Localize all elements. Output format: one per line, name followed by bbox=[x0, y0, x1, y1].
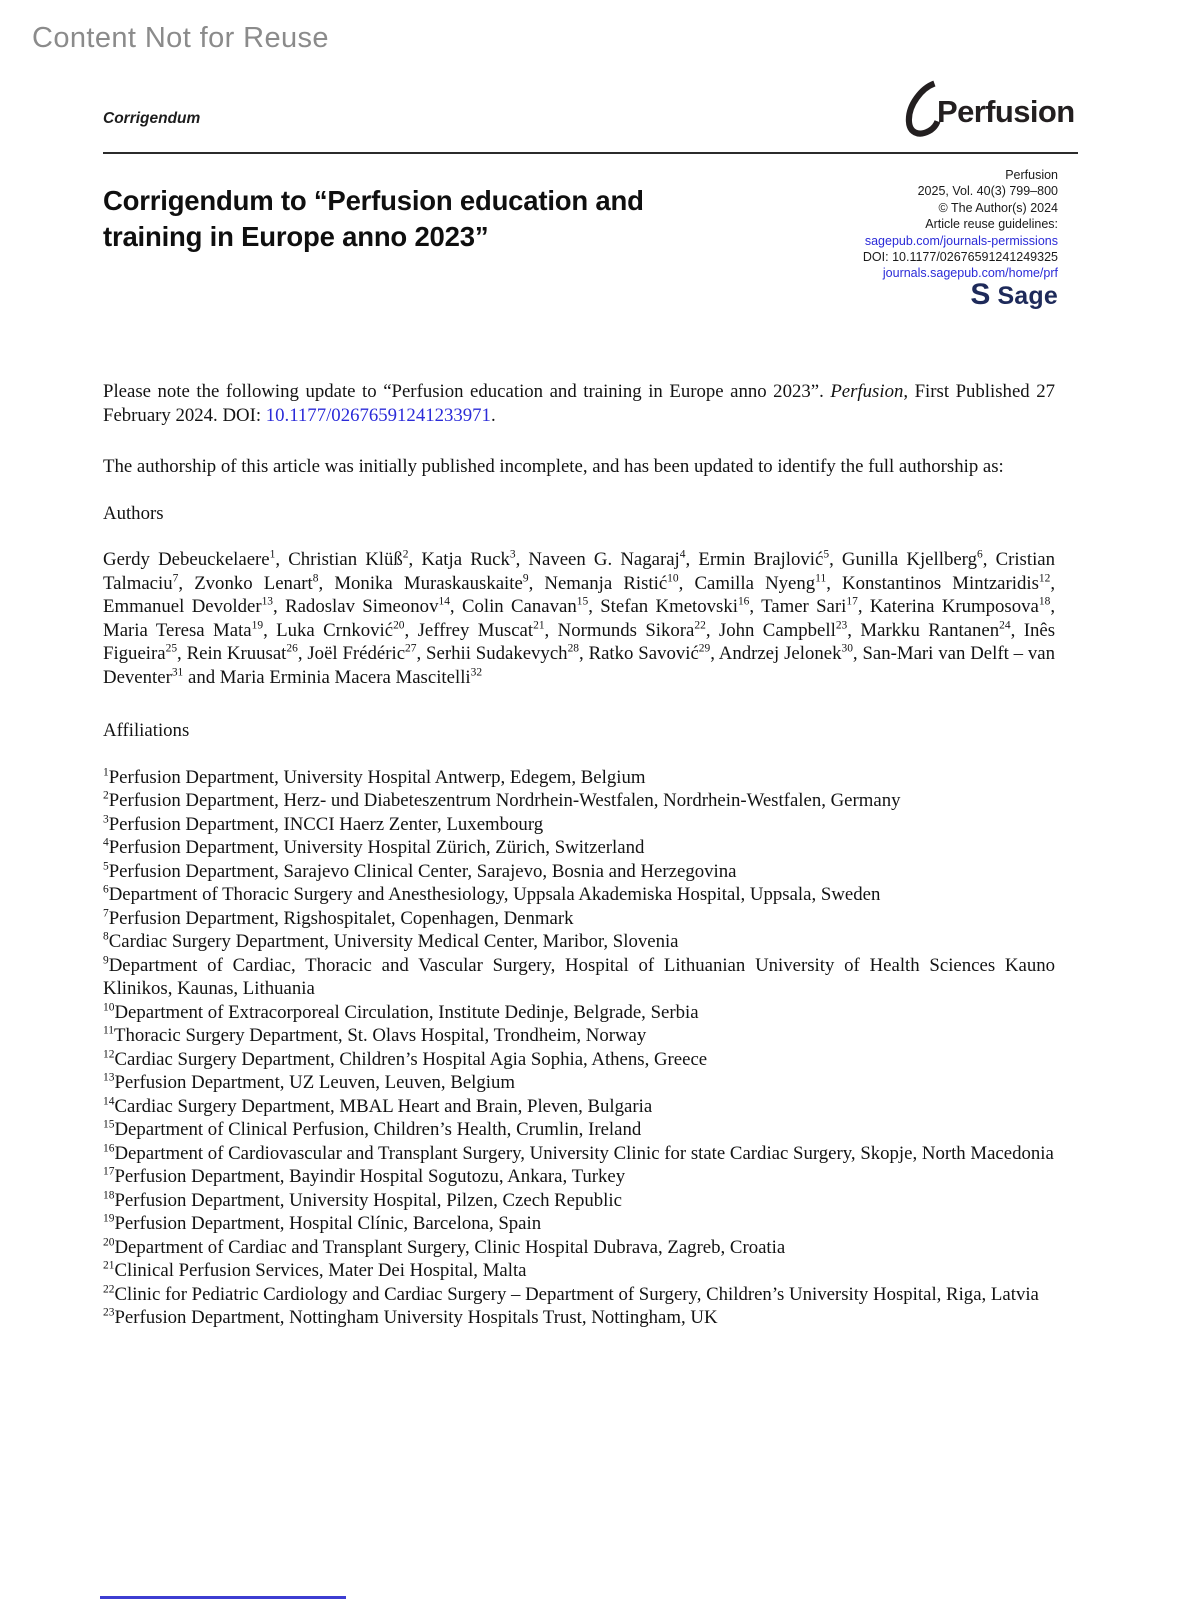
sage-logo bbox=[863, 277, 1058, 311]
article-title-line1: Corrigendum to “Perfusion education and bbox=[103, 185, 644, 216]
affiliation-item: $^7$Perfusion Department, Rigshospitalet, Copenhagen, Denmark bbox=[103, 907, 574, 929]
journal-logo bbox=[901, 80, 1075, 143]
authors-list: Gerdy Debeuckelaere$^1$, Christian Klüß$^2$, Katja Ruck$^3$, Naveen G. Nagaraj$^4$, Ermin Brajlović$^5$, Gunilla Kjellberg$^6$, Cristian Talmaciu$^7$, Zvonko Lenart$^8$, Monika Muraskauskaite$^9$, Nemanja Ristić$^{10}$, Camilla Nyeng$^{11}$, Konstantinos Mintzaridis$^{12}$, Emmanuel Devolder$^{13}$, Radoslav Simeonov$^{14}$, Colin Canavan$^{15}$, Stefan Kmetovski$^{16}$, Tamer Sari$^{17}$, Katerina Krumposova$^{18}$, Maria Teresa Mata$^{19}$, Luka Crnković$^{20}$, Jeffrey Muscat$^{21}$, Normunds Sikora$^{22}$, John Campbell$^{23}$, Markku Rantanen$^{24}$, Inês Figueira$^{25}$, Rein Kruusat$^{26}$, Joël Frédéric$^{27}$, Serhii Sudakevych$^{28}$, Ratko Savović$^{29}$, Andrzej Jelonek$^{30}$, San-Mari van Delft – van Deventer$^{31}$ and Maria Erminia Macera Mascitelli$^{32}$ bbox=[103, 548, 1056, 688]
affiliation-item: $^{11}$Thoracic Surgery Department, St. Olavs Hospital, Trondheim, Norway bbox=[103, 1024, 647, 1046]
affiliation-item: $^6$Department of Thoracic Surgery and Anesthesiology, Uppsala Akademiska Hospital, Uppsala, Sweden bbox=[103, 883, 881, 905]
affiliation-item: $^{18}$Perfusion Department, University Hospital, Pilzen, Czech Republic bbox=[103, 1189, 622, 1211]
journal-logo-text: Perfusion bbox=[937, 93, 1075, 129]
permissions-link[interactable]: sagepub.com/journals-permissions bbox=[864, 233, 1058, 248]
journal-name-italic: Perfusion bbox=[830, 381, 904, 402]
affiliation-item: $^{10}$Department of Extracorporeal Circulation, Institute Dedinje, Belgrade, Serbia bbox=[103, 1001, 699, 1023]
affiliation-item: $^5$Perfusion Department, Sarajevo Clinical Center, Sarajevo, Bosnia and Herzegovina bbox=[103, 860, 737, 882]
affiliations-heading: Affiliations bbox=[103, 720, 190, 741]
affiliation-item: $^{22}$Clinic for Pediatric Cardiology and Cardiac Surgery – Department of Surgery, Children’s University Hospital, Riga, Latvia bbox=[103, 1283, 1039, 1305]
meta-copyright: © The Author(s) 2024 bbox=[938, 200, 1058, 215]
affiliation-item: $^3$Perfusion Department, INCCI Haerz Zenter, Luxembourg bbox=[103, 813, 544, 835]
article-title-line2: training in Europe anno 2023” bbox=[103, 221, 489, 252]
affiliation-item: $^1$Perfusion Department, University Hospital Antwerp, Edegem, Belgium bbox=[103, 766, 646, 788]
article-body bbox=[103, 380, 1055, 1330]
sage-s-icon: S bbox=[970, 277, 991, 311]
meta-volume: 2025, Vol. 40(3) 799–800 bbox=[917, 184, 1058, 199]
affiliation-item: $^{13}$Perfusion Department, UZ Leuven, Leuven, Belgium bbox=[103, 1071, 516, 1093]
update-note-period: . bbox=[490, 404, 496, 426]
affiliation-item: $^2$Perfusion Department, Herz- und Diabeteszentrum Nordrhein-Westfalen, Nordrhein-Westfalen, Germany bbox=[103, 789, 901, 811]
affiliation-item: $^{17}$Perfusion Department, Bayindir Hospital Sogutozu, Ankara, Turkey bbox=[103, 1165, 626, 1187]
meta-doi: DOI: 10.1177/02676591241249325 bbox=[862, 250, 1058, 265]
affiliation-item: $^{21}$Clinical Perfusion Services, Mater Dei Hospital, Malta bbox=[103, 1259, 527, 1281]
footer-rule bbox=[100, 1596, 346, 1599]
meta-journal: Perfusion bbox=[1005, 168, 1058, 182]
doi-link[interactable]: 10.1177/02676591241233971 bbox=[265, 404, 491, 426]
affiliation-item: $^9$Department of Cardiac, Thoracic and Vascular Surgery, Hospital of Lithuanian University of Health Sciences Kauno Klinikos, Kaunas, Lithuania bbox=[103, 954, 1055, 999]
header-rule bbox=[103, 152, 1078, 154]
authors-heading: Authors bbox=[103, 502, 164, 524]
affiliation-item: $^{19}$Perfusion Department, Hospital Clínic, Barcelona, Spain bbox=[103, 1212, 542, 1234]
sage-logo-text: Sage bbox=[997, 281, 1058, 310]
affiliation-item: $^{15}$Department of Clinical Perfusion, Children’s Health, Crumlin, Ireland bbox=[103, 1118, 642, 1140]
watermark: Content Not for Reuse bbox=[32, 22, 329, 54]
update-note-middle: , First Published 27 February 2024. DOI: bbox=[103, 381, 1055, 426]
affiliation-item: $^4$Perfusion Department, University Hospital Zürich, Zürich, Switzerland bbox=[103, 836, 645, 858]
article-meta bbox=[862, 167, 1058, 311]
affiliations-list bbox=[103, 766, 1055, 1330]
update-note-paragraph bbox=[103, 380, 1055, 427]
affiliation-item: $^{16}$Department of Cardiovascular and Transplant Surgery, University Clinic for state Cardiac Surgery, Skopje, North Macedonia bbox=[103, 1142, 1054, 1164]
update-note-text: Please note the following update to “Perfusion education and training in Europe anno 2023”. bbox=[103, 381, 831, 402]
affiliation-item: $^{14}$Cardiac Surgery Department, MBAL Heart and Brain, Pleven, Bulgaria bbox=[103, 1095, 653, 1117]
meta-reuse-label: Article reuse guidelines: bbox=[925, 217, 1058, 232]
journal-home-link[interactable]: journals.sagepub.com/home/prf bbox=[882, 266, 1058, 281]
affiliation-item: $^{20}$Department of Cardiac and Transplant Surgery, Clinic Hospital Dubrava, Zagreb, Croatia bbox=[103, 1236, 786, 1258]
affiliation-item: $^{12}$Cardiac Surgery Department, Children’s Hospital Agia Sophia, Athens, Greece bbox=[103, 1048, 708, 1070]
article-title bbox=[103, 183, 644, 255]
section-label: Corrigendum bbox=[103, 110, 201, 127]
affiliation-item: $^{23}$Perfusion Department, Nottingham University Hospitals Trust, Nottingham, UK bbox=[103, 1306, 718, 1328]
affiliation-item: $^8$Cardiac Surgery Department, University Medical Center, Maribor, Slovenia bbox=[103, 930, 679, 952]
authorship-note-paragraph: The authorship of this article was initially published incomplete, and has been updated to identify the full authorship as: bbox=[103, 456, 1004, 477]
